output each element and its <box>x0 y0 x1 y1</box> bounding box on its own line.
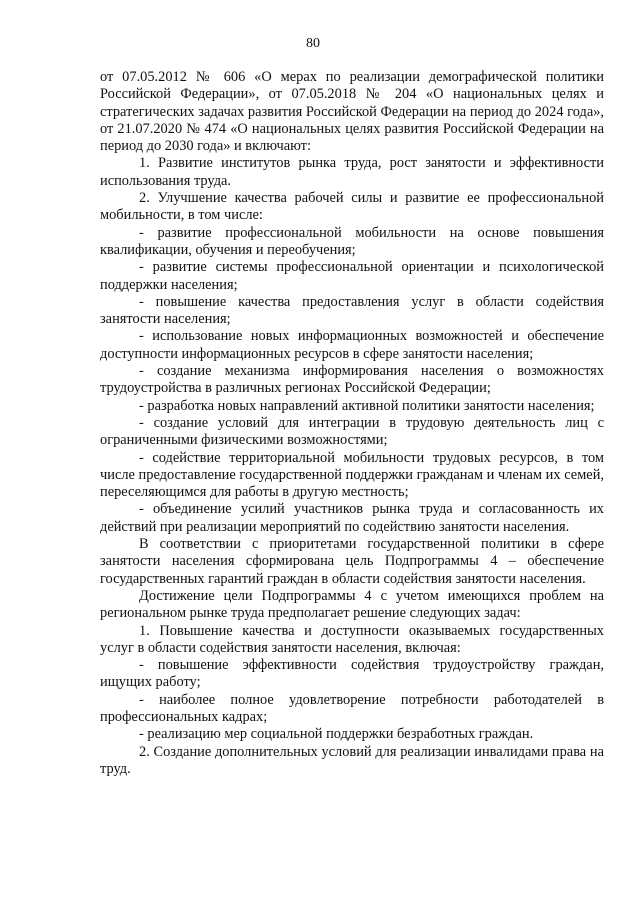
list-item: - использование новых информационных возможностей и обеспечение доступности информационных ресурсов в сфере занятости населения; <box>100 328 604 362</box>
list-item: - повышение качества предоставления услуг в области содействия занятости населения; <box>100 293 604 328</box>
list-item: - содействие территориальной мобильности трудовых ресурсов, в том числе предоставление государственной поддержки гражданам и членам их семей, переселяющимся для работы в другую местность; <box>100 449 604 501</box>
list-item: - разработка новых направлений активной политики занятости населения; <box>139 397 595 414</box>
list-item: - развитие профессиональной мобильности на основе повышения квалификации, обучения и переобучения; <box>100 224 604 258</box>
list-item: - объединение усилий участников рынка труда и согласованность их действий при реализации мероприятий по содействию занятости населения. <box>100 501 604 535</box>
paragraph-intro: от 07.05.2012 № 606 «О мерах по реализации демографической политики Российской Федерации», от 07.05.2018 № 204 «О национальных целях и стратегических задачах развития Российской Федерации на период до 2024 года», от 21.07.2020 № 474 «О национальных целях развития Российской Федерации на период до 2030 года» и включают: <box>100 69 604 155</box>
list-item: - реализацию мер социальной поддержки безработных граждан. <box>139 726 534 743</box>
paragraph: Достижение цели Подпрограммы 4 с учетом имеющихся проблем на региональном рынке труда предполагает решение следующих задач: <box>100 587 604 622</box>
list-item: 1. Развитие институтов рынка труда, рост занятости и эффективности использования труда. <box>100 155 604 189</box>
list-item: - создание условий для интеграции в трудовую деятельность лиц с ограниченными физическими возможностями; <box>100 414 604 449</box>
list-item: - повышение эффективности содействия трудоустройству граждан, ищущих работу; <box>100 657 604 691</box>
list-item: - наиболее полное удовлетворение потребности работодателей в профессиональных кадрах; <box>100 691 604 725</box>
list-item: 1. Повышение качества и доступности оказываемых государственных услуг в области содействия занятости населения, включая: <box>100 622 604 656</box>
page-number: 80 <box>306 36 320 51</box>
list-item: 2. Создание дополнительных условий для реализации инвалидами права на труд. <box>100 743 604 777</box>
document-body <box>100 69 604 778</box>
list-item: 2. Улучшение качества рабочей силы и развитие ее профессиональной мобильности, в том числе: <box>100 190 604 224</box>
list-item: - развитие системы профессиональной ориентации и психологической поддержки населения; <box>100 259 604 293</box>
list-item: - создание механизма информирования населения о возможностях трудоустройства в различных регионах Российской Федерации; <box>100 363 604 397</box>
paragraph: В соответствии с приоритетами государственной политики в сфере занятости населения сформирована цель Подпрограммы 4 – обеспечение государственных гарантий граждан в области содействия занятости населения. <box>100 536 604 587</box>
